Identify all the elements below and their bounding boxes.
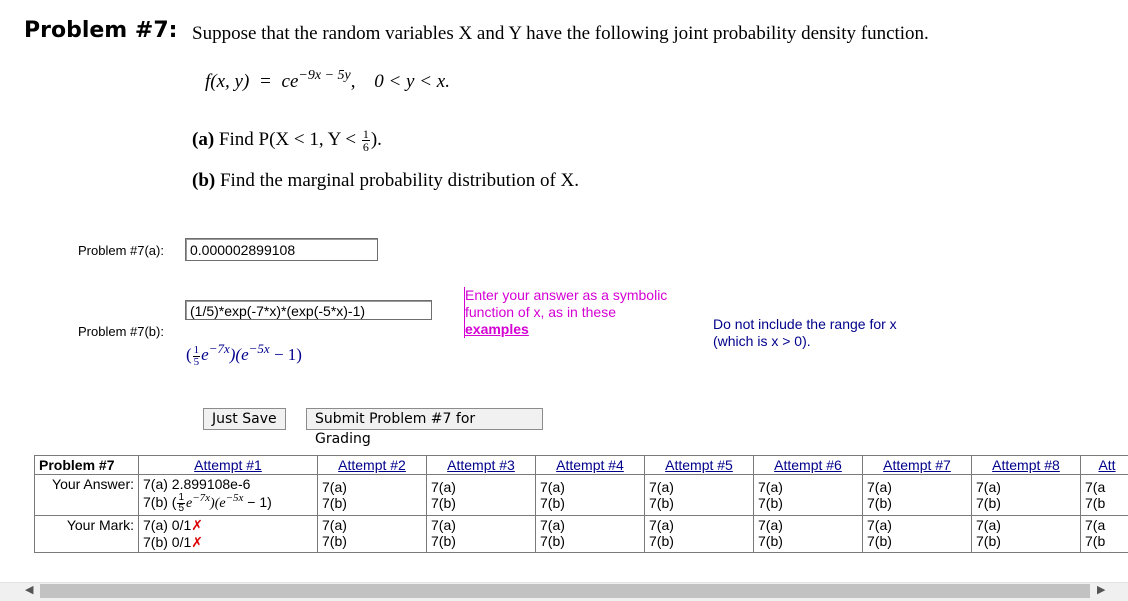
attempts-header-row <box>35 456 1128 475</box>
attempt-2-mark-b: 7(b) <box>322 533 422 549</box>
attempt-4-mark-b: 7(b) <box>540 533 640 549</box>
attempt-5-mark-a: 7(a) <box>649 517 749 533</box>
preview-open: ( <box>186 345 192 364</box>
attempt-9-answer-b: 7(b <box>1085 495 1128 511</box>
answer-b-preview <box>186 341 302 368</box>
attempt-9-answer-a: 7(a <box>1085 479 1128 495</box>
attempt-6-answer-a: 7(a) <box>758 479 858 495</box>
attempt-6-mark-a: 7(a) <box>758 517 858 533</box>
attempt-1-b-e1: e <box>186 496 192 511</box>
equation-equals: = <box>260 71 271 92</box>
attempt-8-mark <box>972 515 1081 552</box>
wrong-x-icon: ✗ <box>191 517 203 533</box>
attempt-1-mark-a <box>143 517 313 534</box>
attempt-1-b-fraction <box>177 493 185 514</box>
attempt-1-b-exp1: −7x <box>192 492 210 504</box>
part-a-question <box>192 128 382 153</box>
attempt-5-mark <box>645 515 754 552</box>
equation-rhs-exponent: −9x − 5y <box>298 68 350 83</box>
attempt-2-mark-a: 7(a) <box>322 517 422 533</box>
attempt-1-answer-b <box>143 492 313 514</box>
attempt-3-link[interactable]: Attempt #3 <box>447 457 515 473</box>
attempt-1-b-prefix: 7(b) ( <box>143 494 176 510</box>
part-a-fraction-num: 1 <box>362 128 370 141</box>
answer-a-input[interactable]: 0.000002899108 <box>185 238 378 261</box>
attempt-7-answer <box>863 475 972 516</box>
preview-exp2: −5x <box>249 341 270 356</box>
attempt-1-mark-b-text: 7(b) 0/1 <box>143 534 191 550</box>
problem-statement <box>192 23 929 45</box>
preview-exp1: −7x <box>209 341 230 356</box>
preview-e1: e <box>201 345 209 364</box>
attempt-3-answer-a: 7(a) <box>431 479 531 495</box>
equation-comma: , <box>351 71 356 92</box>
attempt-4-link[interactable]: Attempt #4 <box>556 457 624 473</box>
attempt-9-mark <box>1081 515 1128 552</box>
attempt-4-answer-a: 7(a) <box>540 479 640 495</box>
part-a-text-post: ). <box>371 129 382 150</box>
problem-statement-text: Suppose that the random variables X and Y have the following joint probability density function. <box>192 23 929 44</box>
attempt-1-link[interactable]: Attempt #1 <box>194 457 262 473</box>
your-answer-label: Your Answer: <box>35 475 139 516</box>
attempt-5-mark-b: 7(b) <box>649 533 749 549</box>
attempt-8-answer <box>972 475 1081 516</box>
attempt-1-mark-b <box>143 534 313 551</box>
attempt-1-b-mid: )(e <box>210 496 226 511</box>
attempt-2-link[interactable]: Attempt #2 <box>338 457 406 473</box>
scrollbar-thumb[interactable] <box>40 584 1090 598</box>
equation-lhs: f(x, y) <box>205 71 249 92</box>
attempt-5-link[interactable]: Attempt #5 <box>665 457 733 473</box>
attempt-4-answer-b: 7(b) <box>540 495 640 511</box>
your-mark-row <box>35 515 1128 552</box>
equation-rhs-base: ce <box>282 71 299 92</box>
range-note <box>713 316 897 350</box>
preview-fraction-num: 1 <box>193 345 201 357</box>
preview-mid: )(e <box>230 345 249 364</box>
attempt-3-answer-b: 7(b) <box>431 495 531 511</box>
attempt-9-answer <box>1081 475 1128 516</box>
joint-density-equation <box>205 68 450 93</box>
attempt-6-mark <box>754 515 863 552</box>
attempt-1-b-tail: − 1) <box>243 494 271 510</box>
attempt-7-mark-a: 7(a) <box>867 517 967 533</box>
answer-b-input[interactable]: (1/5)*exp(-7*x)*(exp(-5*x)-1) <box>185 300 432 320</box>
your-answer-row <box>35 475 1128 516</box>
attempt-1-b-den: 5 <box>177 504 185 514</box>
attempt-1-mark <box>139 515 318 552</box>
attempt-8-answer-b: 7(b) <box>976 495 1076 511</box>
attempt-9-mark-a: 7(a <box>1085 517 1128 533</box>
examples-link[interactable]: examples <box>465 321 529 337</box>
attempt-5-answer-a: 7(a) <box>649 479 749 495</box>
attempts-corner: Problem #7 <box>35 456 139 475</box>
answer-hint <box>464 287 667 338</box>
attempt-1-b-exp2: −5x <box>226 492 244 504</box>
attempt-1-answer <box>139 475 318 516</box>
scroll-left-icon[interactable]: ◀ <box>25 583 33 596</box>
attempt-5-answer <box>645 475 754 516</box>
attempt-1-answer-a: 7(a) 2.899108e-6 <box>143 476 313 492</box>
hint-line1: Enter your answer as a symbolic <box>465 287 667 304</box>
attempt-8-link[interactable]: Attempt #8 <box>992 457 1060 473</box>
note-line2: (which is x > 0). <box>713 333 897 350</box>
attempt-6-mark-b: 7(b) <box>758 533 858 549</box>
attempt-4-mark-a: 7(a) <box>540 517 640 533</box>
attempt-3-answer <box>427 475 536 516</box>
attempt-9-mark-b: 7(b <box>1085 533 1128 549</box>
part-a-text: Find P(X < 1, Y < <box>219 129 356 150</box>
just-save-button[interactable]: Just Save <box>203 408 286 430</box>
attempt-6-answer <box>754 475 863 516</box>
attempt-2-answer-a: 7(a) <box>322 479 422 495</box>
problem-heading: Problem #7: <box>24 18 177 43</box>
part-b-question <box>192 170 579 192</box>
note-line1: Do not include the range for x <box>713 316 897 333</box>
attempts-table <box>34 455 1128 553</box>
answer-b-label: Problem #7(b): <box>78 324 164 339</box>
part-b-label: (b) <box>192 170 215 191</box>
wrong-x-icon: ✗ <box>191 534 203 550</box>
attempt-8-answer-a: 7(a) <box>976 479 1076 495</box>
attempt-6-answer-b: 7(b) <box>758 495 858 511</box>
hint-line2: function of x, as in these <box>465 304 667 321</box>
attempt-3-mark-b: 7(b) <box>431 533 531 549</box>
part-a-fraction <box>362 128 370 153</box>
submit-grading-button[interactable]: Submit Problem #7 for Grading <box>306 408 543 430</box>
scroll-right-icon[interactable]: ▶ <box>1097 583 1105 596</box>
equation-domain: 0 < y < x. <box>374 71 450 92</box>
preview-fraction-den: 5 <box>193 357 201 368</box>
attempt-1-mark-a-text: 7(a) 0/1 <box>143 517 191 533</box>
answer-a-label: Problem #7(a): <box>78 243 164 258</box>
attempt-4-mark <box>536 515 645 552</box>
your-mark-label: Your Mark: <box>35 515 139 552</box>
attempt-2-answer-b: 7(b) <box>322 495 422 511</box>
attempt-2-answer <box>318 475 427 516</box>
attempt-7-mark <box>863 515 972 552</box>
attempt-3-mark-a: 7(a) <box>431 517 531 533</box>
attempt-4-answer <box>536 475 645 516</box>
attempt-7-mark-b: 7(b) <box>867 533 967 549</box>
attempt-7-link[interactable]: Attempt #7 <box>883 457 951 473</box>
attempt-2-mark <box>318 515 427 552</box>
attempt-9-link[interactable]: Att <box>1098 457 1115 473</box>
attempt-1-b-num: 1 <box>177 493 185 504</box>
attempt-8-mark-b: 7(b) <box>976 533 1076 549</box>
preview-tail: − 1) <box>270 345 302 364</box>
part-a-label: (a) <box>192 129 214 150</box>
attempt-8-mark-a: 7(a) <box>976 517 1076 533</box>
attempt-6-link[interactable]: Attempt #6 <box>774 457 842 473</box>
attempt-7-answer-b: 7(b) <box>867 495 967 511</box>
attempt-3-mark <box>427 515 536 552</box>
attempt-7-answer-a: 7(a) <box>867 479 967 495</box>
preview-fraction <box>193 345 201 368</box>
part-b-text: Find the marginal probability distribution of X. <box>220 170 579 191</box>
attempt-5-answer-b: 7(b) <box>649 495 749 511</box>
part-a-fraction-den: 6 <box>362 141 370 153</box>
